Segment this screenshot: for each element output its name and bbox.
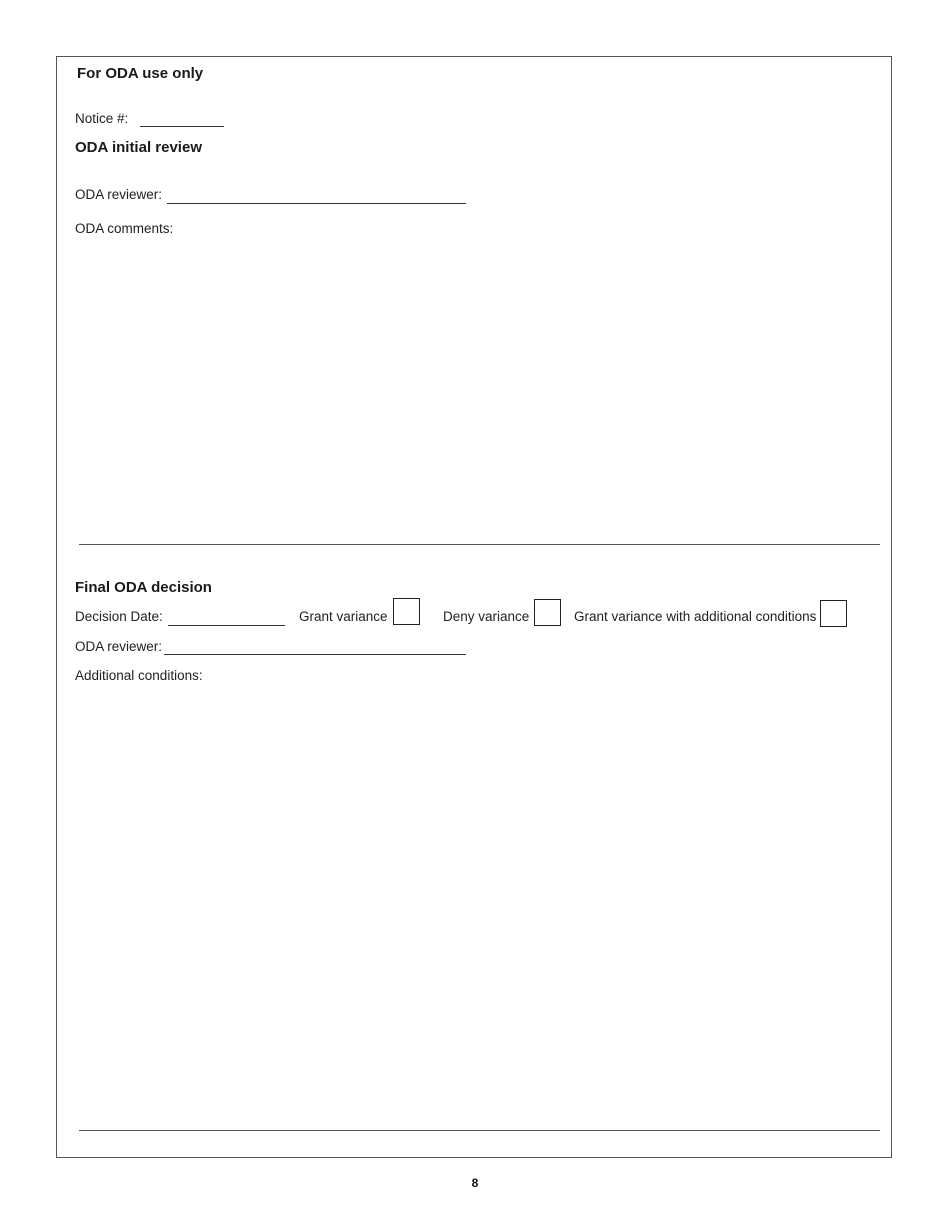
section-title: For ODA use only — [77, 65, 204, 82]
grant-conditions-checkbox[interactable] — [820, 600, 847, 627]
additional-conditions-label: Additional conditions: — [75, 668, 203, 683]
page-number: 8 — [471, 1176, 479, 1190]
final-reviewer-label: ODA reviewer: — [75, 639, 163, 654]
notice-label: Notice #: — [75, 111, 129, 126]
grant-variance-checkbox[interactable] — [393, 598, 420, 625]
notice-number-field[interactable] — [140, 126, 224, 127]
decision-date-label: Decision Date: — [75, 609, 163, 624]
comments-divider — [79, 544, 880, 545]
deny-variance-label: Deny variance — [443, 609, 530, 624]
grant-conditions-label: Grant variance with additional conditions — [574, 609, 817, 624]
initial-reviewer-field[interactable] — [167, 203, 466, 204]
comments-label: ODA comments: — [75, 221, 174, 236]
deny-variance-checkbox[interactable] — [534, 599, 561, 626]
additional-conditions-area[interactable] — [75, 692, 875, 1122]
comments-area[interactable] — [75, 245, 875, 535]
conditions-divider — [79, 1130, 880, 1131]
final-decision-heading: Final ODA decision — [75, 579, 212, 596]
final-reviewer-field[interactable] — [164, 654, 466, 655]
initial-reviewer-label: ODA reviewer: — [75, 187, 163, 202]
grant-variance-label: Grant variance — [299, 609, 388, 624]
initial-review-heading: ODA initial review — [75, 139, 202, 156]
decision-date-field[interactable] — [168, 625, 285, 626]
